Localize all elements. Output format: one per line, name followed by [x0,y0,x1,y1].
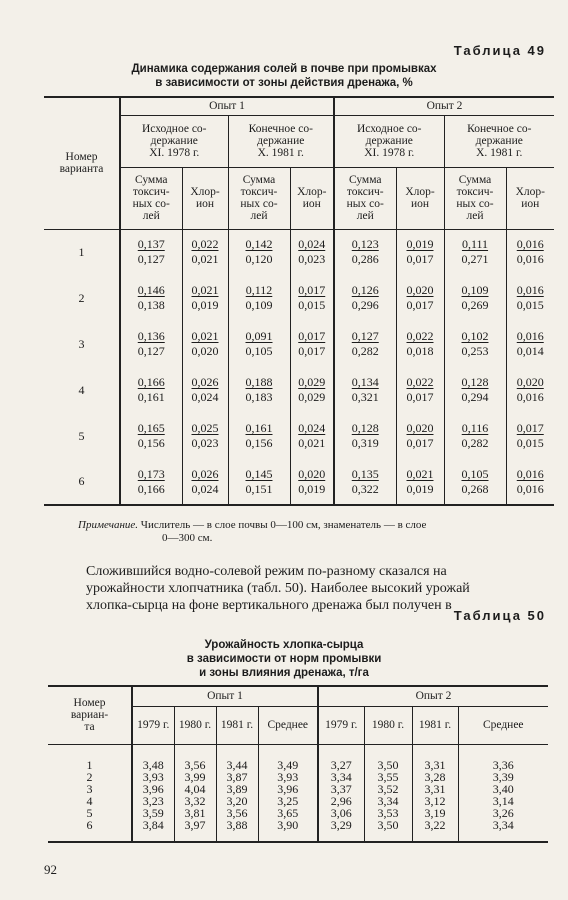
numerator-value: 0,135 [351,467,379,481]
variant-number: 2 [44,275,120,321]
denominator-value: 0,156 [228,436,290,459]
numerator-value: 0,017 [516,421,544,435]
yield-value: 3,56 [226,805,248,820]
denominator-value: 0,109 [228,298,290,321]
numerator-value: 0,116 [461,421,489,435]
yield-value: 3,52 [377,781,399,796]
table-50-year-header: 1980 г. [364,706,412,744]
numerator-value: 0,024 [298,421,326,435]
variant-number: 5 [86,805,93,820]
table-50-exp2-average [458,744,548,842]
denominator-value: 0,282 [334,344,396,367]
denominator-value: 0,321 [334,390,396,413]
table-49-title-line-2: в зависимости от зоны действия дренажа, % [155,77,413,89]
table-49-exp1-header: Опыт 1 [120,97,334,115]
yield-value: 3,27 [330,757,352,772]
denominator-value: 0,019 [396,482,444,505]
table-49-initial-header: Исходное со- держание XI. 1978 г. [334,115,444,167]
numerator-value: 0,016 [516,329,544,343]
yield-value: 3,34 [377,793,399,808]
numerator-value: 0,127 [351,329,379,343]
denominator-value: 0,019 [182,298,228,321]
yield-value: 3,93 [142,769,164,784]
table-50-year-header: 1981 г. [412,706,458,744]
table-50-title [0,638,568,680]
table-50-exp2-1981 [412,744,458,842]
numerator-value: 0,020 [516,375,544,389]
variant-number: 1 [44,229,120,275]
table-50-variant-header: Номер вариан- та [48,686,132,744]
denominator-value: 0,319 [334,436,396,459]
table-49-row-denominator [44,390,554,413]
note-label: Примечание. [78,519,139,531]
yield-value: 3,06 [330,805,352,820]
numerator-value: 0,105 [461,467,489,481]
numerator-value: 0,173 [137,467,165,481]
denominator-value: 0,138 [120,298,182,321]
numerator-value: 0,022 [191,237,219,251]
yield-value: 3,25 [277,793,299,808]
variant-number: 4 [44,367,120,413]
numerator-value: 0,134 [351,375,379,389]
numerator-value: 0,128 [461,375,489,389]
denominator-value: 0,269 [444,298,506,321]
table-50-variants [48,744,132,842]
variant-number: 2 [86,769,93,784]
denominator-value: 0,105 [228,344,290,367]
denominator-value: 0,023 [290,252,334,275]
yield-value: 3,34 [330,769,352,784]
table-49-sum-header: Сумма токсич- ных со- лей [228,167,290,229]
numerator-value: 0,166 [137,375,165,389]
denominator-value: 0,166 [120,482,182,505]
table-49-final-header: Конечное со- держание X. 1981 г. [444,115,554,167]
table-50-exp1-average [258,744,318,842]
denominator-value: 0,015 [516,436,544,450]
numerator-value: 0,128 [351,421,379,435]
table-49-note [78,519,556,545]
yield-value: 3,22 [424,817,446,832]
denominator-value: 0,016 [516,390,544,404]
numerator-value: 0,016 [516,467,544,481]
table-50-year-header: 1979 г. [132,706,174,744]
denominator-value: 0,296 [334,298,396,321]
table-50-data-row [48,744,548,842]
variant-number: 6 [86,817,93,832]
yield-value: 3,87 [226,769,248,784]
yield-value: 3,19 [424,805,446,820]
variant-number: 6 [44,459,120,505]
table-49-row-numerator [44,321,554,344]
table-49-row-denominator [44,482,554,505]
numerator-value: 0,017 [298,283,326,297]
numerator-value: 0,019 [406,237,434,251]
table-49-title-line-1: Динамика содержания солей в почве при промывках [131,63,437,75]
yield-value: 3,39 [492,769,514,784]
yield-value: 3,28 [424,769,446,784]
yield-value: 3,55 [377,769,399,784]
denominator-value: 0,024 [182,482,228,505]
numerator-value: 0,016 [516,237,544,251]
yield-value: 3,26 [492,805,514,820]
denominator-value: 0,023 [182,436,228,459]
numerator-value: 0,136 [137,329,165,343]
table-49 [44,96,554,506]
table-50-title-line-2: в зависимости от норм промывки [186,653,382,665]
yield-value: 3,31 [424,781,446,796]
numerator-value: 0,022 [406,329,434,343]
yield-value: 3,14 [492,793,514,808]
numerator-value: 0,021 [191,283,219,297]
table-49-exp2-header: Опыт 2 [334,97,554,115]
denominator-value: 0,017 [290,344,334,367]
denominator-value: 0,282 [444,436,506,459]
denominator-value: 0,127 [120,252,182,275]
table-50-label: Таблица 50 [453,608,546,623]
yield-value: 3,88 [226,817,248,832]
yield-value: 3,29 [330,817,352,832]
yield-value: 3,93 [277,769,299,784]
denominator-value: 0,151 [228,482,290,505]
table-49-row-denominator [44,298,554,321]
denominator-value: 0,019 [290,482,334,505]
numerator-value: 0,102 [461,329,489,343]
table-50-exp2-1980 [364,744,412,842]
table-49-row-numerator [44,367,554,390]
numerator-value: 0,020 [406,283,434,297]
yield-value: 3,96 [277,781,299,796]
table-49-sum-header: Сумма токсич- ных со- лей [120,167,182,229]
numerator-value: 0,026 [191,375,219,389]
table-49-chlorine-header: Хлор- ион [515,186,545,210]
denominator-value: 0,322 [334,482,396,505]
numerator-value: 0,137 [137,237,165,251]
yield-value: 3,53 [377,805,399,820]
table-49-row-numerator [44,229,554,252]
yield-value: 3,59 [142,805,164,820]
numerator-value: 0,165 [137,421,165,435]
yield-value: 3,36 [492,757,514,772]
denominator-value: 0,020 [182,344,228,367]
numerator-value: 0,024 [298,237,326,251]
table-50-average-header: Среднее [482,719,524,731]
numerator-value: 0,026 [191,467,219,481]
numerator-value: 0,091 [245,329,273,343]
denominator-value: 0,294 [444,390,506,413]
note-text: Числитель — в слое почвы 0—100 см, знаменатель — в слое [140,519,427,531]
denominator-value: 0,021 [182,252,228,275]
numerator-value: 0,111 [461,237,489,251]
table-49-row-numerator [44,413,554,436]
yield-value: 3,50 [377,757,399,772]
denominator-value: 0,024 [182,390,228,413]
yield-value: 3,56 [184,757,206,772]
yield-value: 3,40 [492,781,514,796]
table-49-chlorine-header: Хлор- ион [182,167,228,229]
yield-value: 3,99 [184,769,206,784]
denominator-value: 0,029 [290,390,334,413]
yield-value: 3,65 [277,805,299,820]
table-50-exp1-1979 [132,744,174,842]
note-text-2: 0—300 см. [162,532,213,544]
yield-value: 3,34 [492,817,514,832]
table-49-final-header: Конечное со- держание X. 1981 г. [228,115,334,167]
yield-value: 4,04 [184,781,206,796]
variant-number: 3 [86,781,93,796]
yield-value: 3,20 [226,793,248,808]
variant-number: 1 [86,757,93,772]
denominator-value: 0,127 [120,344,182,367]
table-50-exp1-header: Опыт 1 [132,686,318,706]
variant-number: 3 [44,321,120,367]
denominator-value: 0,017 [396,298,444,321]
body-paragraph [86,563,556,614]
denominator-value: 0,183 [228,390,290,413]
numerator-value: 0,029 [298,375,326,389]
table-49-chlorine-header: Хлор- ион [396,167,444,229]
numerator-value: 0,017 [298,329,326,343]
yield-value: 3,97 [184,817,206,832]
table-50-title-line-3: и зоны влияния дренажа, т/га [199,667,369,679]
denominator-value: 0,014 [516,344,544,358]
table-49-chlorine-header: Хлор- ион [290,167,334,229]
table-50-year-header: 1980 г. [174,706,216,744]
denominator-value: 0,015 [290,298,334,321]
paragraph-line-2: урожайности хлопчатника (табл. 50). Наиболее высокий урожай [86,581,470,596]
table-49-title [0,62,568,90]
yield-value: 3,50 [377,817,399,832]
numerator-value: 0,020 [406,421,434,435]
numerator-value: 0,021 [191,329,219,343]
variant-number: 5 [44,413,120,459]
denominator-value: 0,016 [516,482,544,496]
table-50-exp2-1979 [318,744,364,842]
numerator-value: 0,021 [406,467,434,481]
denominator-value: 0,017 [396,252,444,275]
denominator-value: 0,021 [290,436,334,459]
page-number: 92 [44,862,57,877]
table-50-average-header: Среднее [258,706,318,744]
denominator-value: 0,017 [396,390,444,413]
denominator-value: 0,156 [120,436,182,459]
table-50-year-header: 1981 г. [216,706,258,744]
denominator-value: 0,016 [516,252,544,266]
table-49-row-denominator [44,436,554,459]
table-49-row-denominator [44,252,554,275]
numerator-value: 0,020 [298,467,326,481]
numerator-value: 0,112 [245,283,273,297]
table-49-initial-header: Исходное со- держание XI. 1978 г. [120,115,228,167]
numerator-value: 0,188 [245,375,273,389]
numerator-value: 0,025 [191,421,219,435]
numerator-value: 0,123 [351,237,379,251]
variant-number: 4 [86,793,93,808]
table-49-sum-header: Сумма токсич- ных со- лей [444,167,506,229]
table-49-body [44,229,554,505]
paragraph-line-3: хлопка-сырца на фоне вертикального дренажа был получен в [86,598,452,613]
yield-value: 3,44 [226,757,248,772]
yield-value: 3,89 [226,781,248,796]
yield-value: 3,81 [184,805,206,820]
yield-value: 3,84 [142,817,164,832]
yield-value: 3,90 [277,817,299,832]
denominator-value: 0,268 [444,482,506,505]
table-50-exp1-1981 [216,744,258,842]
denominator-value: 0,018 [396,344,444,367]
numerator-value: 0,142 [245,237,273,251]
yield-value: 3,48 [142,757,164,772]
yield-value: 3,23 [142,793,164,808]
yield-value: 3,49 [277,757,299,772]
table-50-exp2-header: Опыт 2 [318,686,548,706]
denominator-value: 0,253 [444,344,506,367]
table-50-title-line-1: Урожайность хлопка-сырца [204,639,364,651]
yield-value: 3,32 [184,793,206,808]
denominator-value: 0,015 [516,298,544,312]
table-50-year-header: 1979 г. [318,706,364,744]
table-49-row-numerator [44,275,554,298]
numerator-value: 0,146 [137,283,165,297]
yield-value: 2,96 [330,793,352,808]
table-49-row-denominator [44,344,554,367]
numerator-value: 0,145 [245,467,273,481]
denominator-value: 0,161 [120,390,182,413]
yield-value: 3,37 [330,781,352,796]
table-49-variant-header: Номер варианта [44,97,120,229]
table-49-label: Таблица 49 [453,43,546,58]
yield-value: 3,12 [424,793,446,808]
table-49-sum-header: Сумма токсич- ных со- лей [334,167,396,229]
paragraph-line-1: Сложившийся водно-солевой режим по-разному сказался на [86,564,447,579]
numerator-value: 0,126 [351,283,379,297]
numerator-value: 0,022 [406,375,434,389]
denominator-value: 0,017 [396,436,444,459]
numerator-value: 0,016 [516,283,544,297]
denominator-value: 0,286 [334,252,396,275]
yield-value: 3,31 [424,757,446,772]
numerator-value: 0,161 [245,421,273,435]
numerator-value: 0,109 [461,283,489,297]
table-49-row-numerator [44,459,554,482]
denominator-value: 0,271 [444,252,506,275]
table-50-exp1-1980 [174,744,216,842]
table-50 [48,685,548,843]
yield-value: 3,96 [142,781,164,796]
denominator-value: 0,120 [228,252,290,275]
